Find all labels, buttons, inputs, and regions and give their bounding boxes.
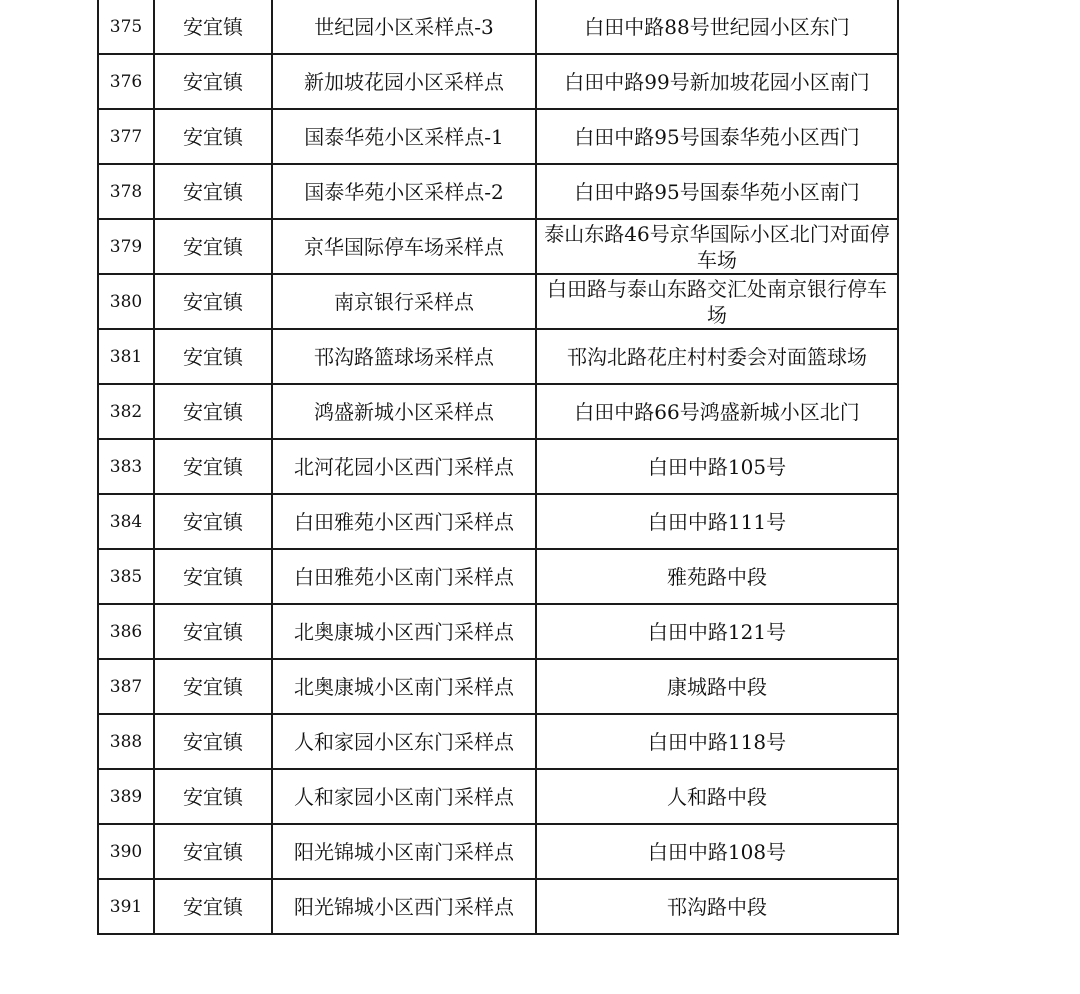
site-name-cell: 世纪园小区采样点-3 [272, 0, 536, 54]
row-number: 390 [98, 824, 154, 879]
site-name-cell: 北河花园小区西门采样点 [272, 439, 536, 494]
address-cell: 白田中路121号 [536, 604, 898, 659]
table-row [98, 714, 898, 769]
address-cell: 白田中路88号世纪园小区东门 [536, 0, 898, 54]
address-cell: 邗沟路中段 [536, 879, 898, 934]
row-number: 389 [98, 769, 154, 824]
town-cell: 安宜镇 [154, 219, 272, 274]
address-cell: 白田中路105号 [536, 439, 898, 494]
address-cell: 白田中路118号 [536, 714, 898, 769]
town-cell: 安宜镇 [154, 384, 272, 439]
town-cell: 安宜镇 [154, 714, 272, 769]
table-row [98, 439, 898, 494]
table-body [98, 0, 898, 934]
address-cell: 白田中路111号 [536, 494, 898, 549]
address-cell: 邗沟北路花庄村村委会对面篮球场 [536, 329, 898, 384]
table-row [98, 164, 898, 219]
row-number: 385 [98, 549, 154, 604]
address-cell: 白田中路95号国泰华苑小区南门 [536, 164, 898, 219]
row-number: 381 [98, 329, 154, 384]
town-cell: 安宜镇 [154, 769, 272, 824]
sampling-sites-table [97, 0, 899, 935]
site-name-cell: 人和家园小区南门采样点 [272, 769, 536, 824]
row-number: 391 [98, 879, 154, 934]
table-row [98, 384, 898, 439]
town-cell: 安宜镇 [154, 439, 272, 494]
table-row [98, 54, 898, 109]
table-row [98, 0, 898, 54]
table-row [98, 659, 898, 714]
site-name-cell: 京华国际停车场采样点 [272, 219, 536, 274]
row-number: 386 [98, 604, 154, 659]
site-name-cell: 白田雅苑小区南门采样点 [272, 549, 536, 604]
row-number: 384 [98, 494, 154, 549]
town-cell: 安宜镇 [154, 604, 272, 659]
table-row [98, 494, 898, 549]
table-row [98, 219, 898, 274]
row-number: 388 [98, 714, 154, 769]
town-cell: 安宜镇 [154, 54, 272, 109]
row-number: 377 [98, 109, 154, 164]
town-cell: 安宜镇 [154, 879, 272, 934]
row-number: 379 [98, 219, 154, 274]
table-row [98, 109, 898, 164]
site-name-cell: 南京银行采样点 [272, 274, 536, 329]
site-name-cell: 阳光锦城小区南门采样点 [272, 824, 536, 879]
row-number: 380 [98, 274, 154, 329]
town-cell: 安宜镇 [154, 659, 272, 714]
row-number: 387 [98, 659, 154, 714]
site-name-cell: 新加坡花园小区采样点 [272, 54, 536, 109]
town-cell: 安宜镇 [154, 549, 272, 604]
table-row [98, 769, 898, 824]
address-cell: 白田路与泰山东路交汇处南京银行停车场 [536, 274, 898, 329]
site-name-cell: 鸿盛新城小区采样点 [272, 384, 536, 439]
site-name-cell: 北奥康城小区西门采样点 [272, 604, 536, 659]
table-row [98, 879, 898, 934]
site-name-cell: 北奥康城小区南门采样点 [272, 659, 536, 714]
town-cell: 安宜镇 [154, 0, 272, 54]
town-cell: 安宜镇 [154, 109, 272, 164]
site-name-cell: 国泰华苑小区采样点-2 [272, 164, 536, 219]
table-row [98, 274, 898, 329]
town-cell: 安宜镇 [154, 274, 272, 329]
row-number: 376 [98, 54, 154, 109]
town-cell: 安宜镇 [154, 824, 272, 879]
row-number: 378 [98, 164, 154, 219]
row-number: 382 [98, 384, 154, 439]
address-cell: 白田中路95号国泰华苑小区西门 [536, 109, 898, 164]
address-cell: 泰山东路46号京华国际小区北门对面停车场 [536, 219, 898, 274]
table-row [98, 604, 898, 659]
row-number: 383 [98, 439, 154, 494]
site-name-cell: 国泰华苑小区采样点-1 [272, 109, 536, 164]
site-name-cell: 邗沟路篮球场采样点 [272, 329, 536, 384]
table-row [98, 329, 898, 384]
address-cell: 人和路中段 [536, 769, 898, 824]
site-name-cell: 白田雅苑小区西门采样点 [272, 494, 536, 549]
town-cell: 安宜镇 [154, 329, 272, 384]
address-cell: 白田中路99号新加坡花园小区南门 [536, 54, 898, 109]
table-row [98, 824, 898, 879]
address-cell: 白田中路108号 [536, 824, 898, 879]
address-cell: 白田中路66号鸿盛新城小区北门 [536, 384, 898, 439]
town-cell: 安宜镇 [154, 164, 272, 219]
site-name-cell: 阳光锦城小区西门采样点 [272, 879, 536, 934]
address-cell: 雅苑路中段 [536, 549, 898, 604]
site-name-cell: 人和家园小区东门采样点 [272, 714, 536, 769]
table-row [98, 549, 898, 604]
town-cell: 安宜镇 [154, 494, 272, 549]
address-cell: 康城路中段 [536, 659, 898, 714]
row-number: 375 [98, 0, 154, 54]
